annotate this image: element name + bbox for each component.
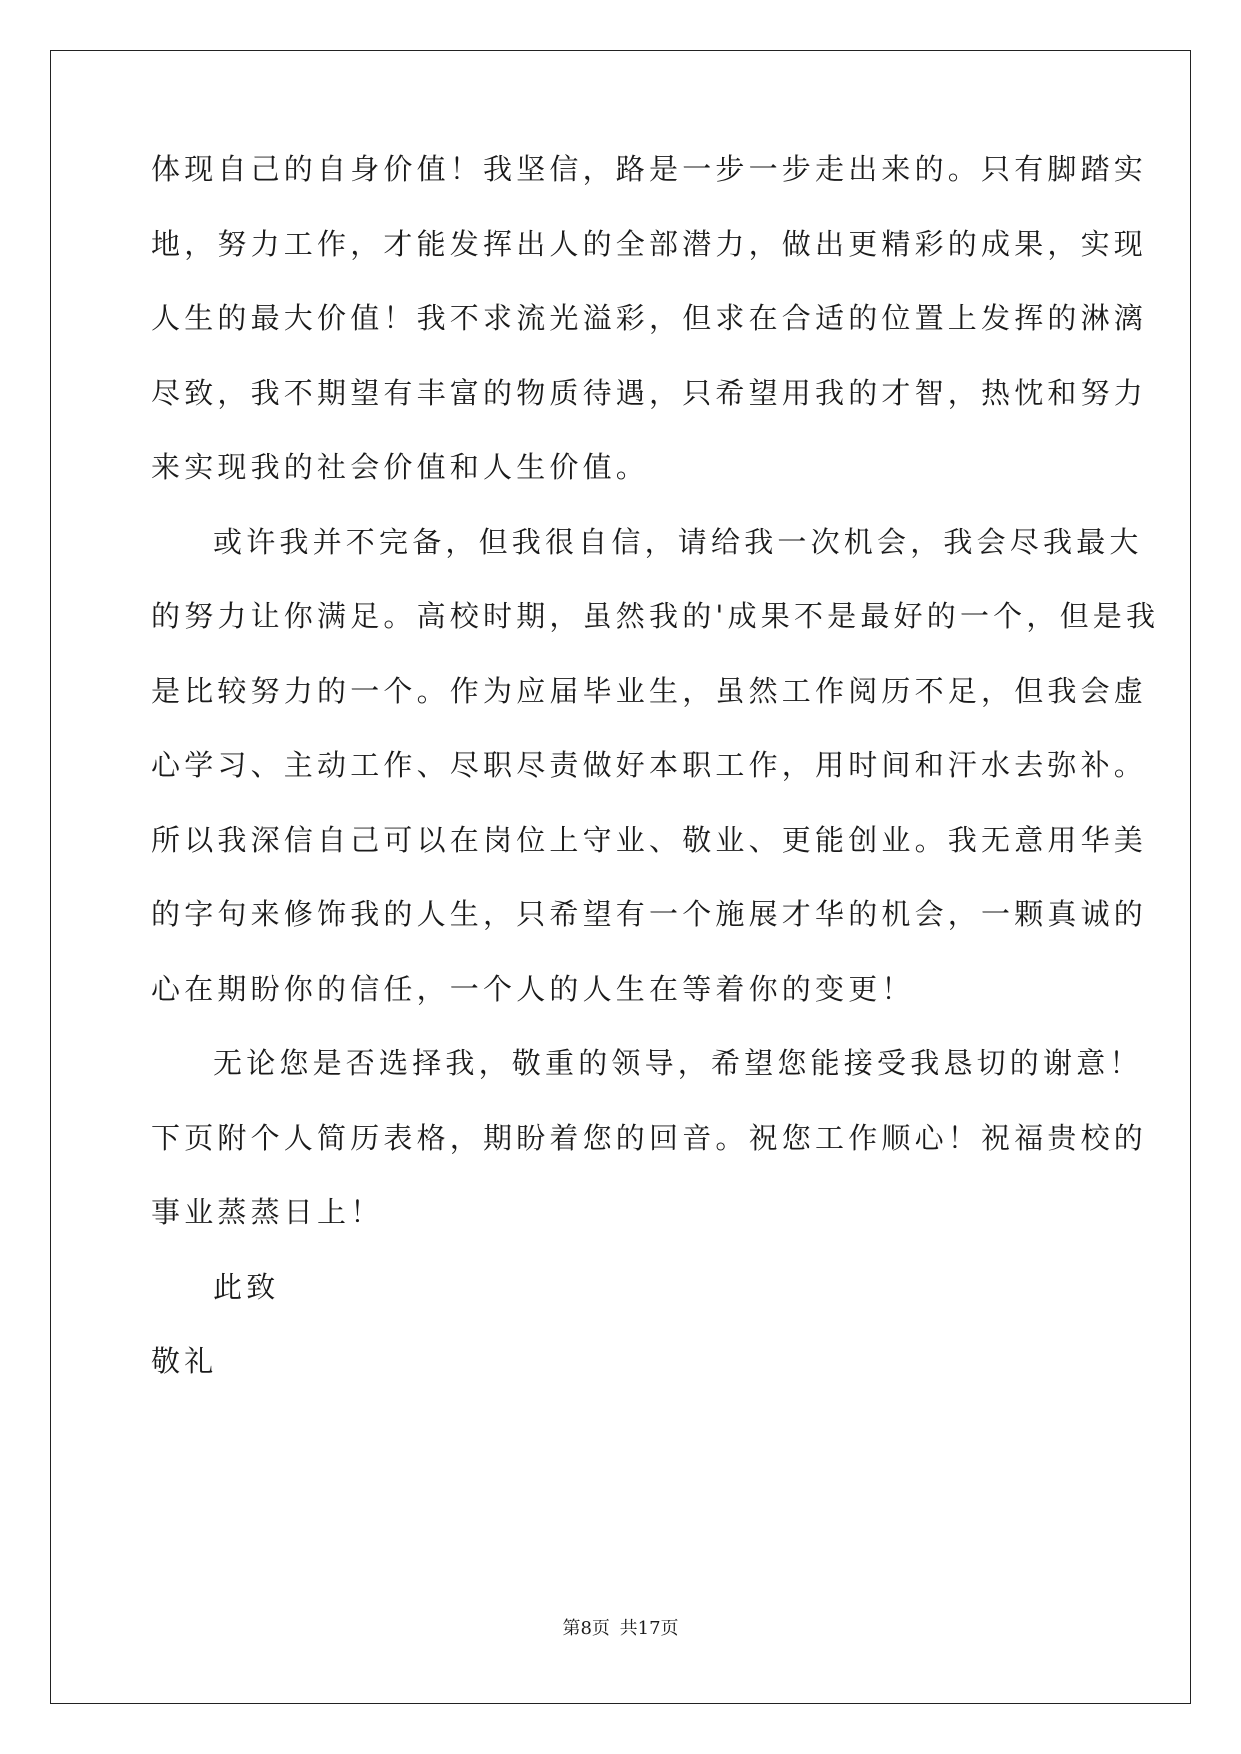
text-line: 来实现我的社会价值和人生价值。 bbox=[151, 450, 650, 484]
page-footer bbox=[0, 1614, 1241, 1640]
text-line: 尽致，我不期望有丰富的物质待遇，只希望用我的才智，热忱和努力 bbox=[151, 376, 1148, 410]
text-line: 事业蒸蒸日上！ bbox=[151, 1195, 384, 1229]
text-line: 人生的最大价值！我不求流光溢彩，但求在合适的位置上发挥的淋漓 bbox=[151, 301, 1148, 335]
page-number: 第8页 bbox=[562, 1618, 610, 1639]
closing-regards: 敬礼 bbox=[151, 1344, 218, 1378]
text-line: 的字句来修饰我的人生，只希望有一个施展才华的机会，一颗真诚的 bbox=[151, 897, 1148, 931]
text-line: 体现自己的自身价值！我坚信，路是一步一步走出来的。只有脚踏实 bbox=[151, 152, 1148, 186]
text-line: 心在期盼你的信任，一个人的人生在等着你的变更！ bbox=[151, 972, 915, 1006]
text-line: 心学习、主动工作、尽职尽责做好本职工作，用时间和汗水去弥补。 bbox=[151, 748, 1148, 782]
text-line: 无论您是否选择我，敬重的领导，希望您能接受我恳切的谢意！ bbox=[213, 1046, 1143, 1080]
closing-salutation: 此致 bbox=[213, 1270, 280, 1304]
text-line: 的努力让你满足。高校时期，虽然我的'成果不是最好的一个，但是我 bbox=[151, 599, 1160, 633]
text-line: 地，努力工作，才能发挥出人的全部潜力，做出更精彩的成果，实现 bbox=[151, 227, 1148, 261]
text-line: 所以我深信自己可以在岗位上守业、敬业、更能创业。我无意用华美 bbox=[151, 823, 1148, 857]
text-line: 下页附个人简历表格，期盼着您的回音。祝您工作顺心！祝福贵校的 bbox=[151, 1121, 1148, 1155]
page-total: 共17页 bbox=[619, 1618, 679, 1639]
text-line: 是比较努力的一个。作为应届毕业生，虽然工作阅历不足，但我会虚 bbox=[151, 674, 1148, 708]
text-line: 或许我并不完备，但我很自信，请给我一次机会，我会尽我最大 bbox=[213, 525, 1143, 559]
